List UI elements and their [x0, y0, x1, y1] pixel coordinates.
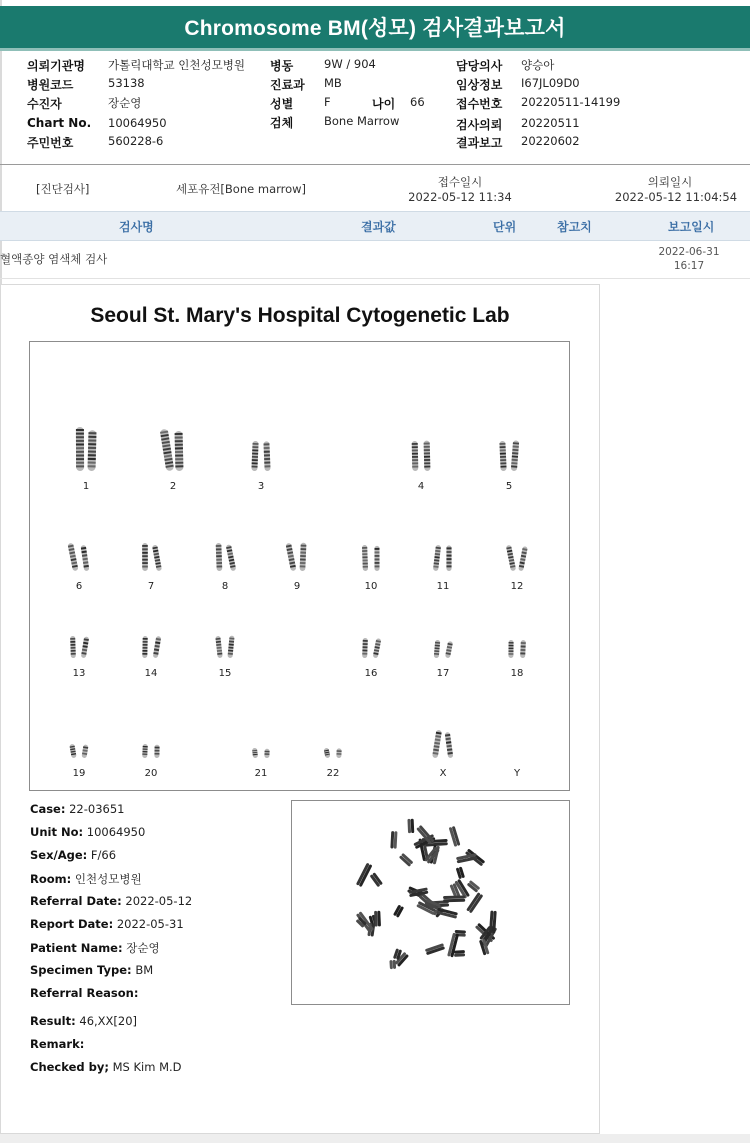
- result-field: [30, 1014, 137, 1028]
- chromosome-pair-14: [142, 636, 161, 658]
- requested-label: 의뢰일시: [647, 175, 693, 189]
- chromosome-label-13: 13: [72, 668, 86, 679]
- chromosome-label-19: 19: [72, 768, 86, 779]
- result-value: 46,XX[20]: [79, 1014, 138, 1028]
- value-attending-doctor: 양승아: [521, 58, 555, 72]
- room-label: Room:: [30, 872, 72, 886]
- chromosome-label-8: 8: [221, 581, 229, 592]
- value-sex: F: [324, 95, 331, 109]
- remark-field: [30, 1037, 84, 1051]
- chromosome-pair-15: [215, 635, 234, 658]
- chromosome-label-5: 5: [505, 481, 513, 492]
- chromosome-label-2: 2: [169, 481, 177, 492]
- col-report-date: 보고일시: [668, 220, 715, 234]
- value-requesting-institution: 가톨릭대학교 인천성모병원: [108, 58, 245, 72]
- chromosome-pair-20: [142, 744, 159, 758]
- report-title: Chromosome BM(성모) 검사결과보고서: [184, 17, 566, 40]
- row-test-name: 혈액종양 염색체 검사: [0, 252, 108, 266]
- case-label: Case:: [30, 802, 66, 816]
- value-clinical-info: I67JL09D0: [521, 76, 580, 90]
- chromosome-pair-9: [286, 543, 307, 572]
- header-divider: [0, 164, 750, 165]
- chromosome-label-17: 17: [436, 668, 450, 679]
- received-datetime: 2022-05-12 11:34: [408, 190, 512, 204]
- karyogram-chromosomes: [30, 342, 569, 790]
- chromosome-label-12: 12: [510, 581, 524, 592]
- karyogram-panel: [29, 341, 570, 791]
- chromosome-pair-5: [499, 440, 519, 471]
- chromosome-pair-21: [252, 748, 270, 759]
- unit-no-value: 10064950: [86, 825, 146, 839]
- chromosome-pair-1: [76, 427, 97, 471]
- room-value: 인천성모병원: [74, 872, 142, 886]
- sex-age-value: F/66: [90, 848, 117, 862]
- chromosome-label-15: 15: [218, 668, 232, 679]
- chromosome-label-11: 11: [436, 581, 450, 592]
- metaphase-chromosome: [425, 943, 445, 955]
- chromosome-pair-8: [216, 543, 237, 571]
- row-divider: [0, 278, 750, 279]
- case-field: [30, 802, 124, 816]
- metaphase-chromosome: [443, 896, 465, 903]
- metaphase-chromosome: [393, 904, 404, 917]
- row-report-time: 16:17: [673, 260, 705, 272]
- label-age: 나이: [372, 97, 396, 111]
- label-accession-no: 접수번호: [456, 97, 503, 111]
- checked-by-label: Checked by;: [30, 1060, 109, 1074]
- specimen-type-value: BM: [135, 963, 154, 977]
- chromosome-label-y: Y: [513, 768, 521, 779]
- chromosome-pair-10: [362, 545, 380, 571]
- chromosome-pair-16: [362, 638, 381, 658]
- specimen-type-field: [30, 963, 153, 977]
- checked-by-value: MS Kim M.D: [112, 1060, 182, 1074]
- value-accession-no: 20220511-14199: [521, 95, 621, 109]
- metaphase-chromosome: [389, 960, 396, 969]
- chromosome-label-3: 3: [257, 481, 265, 492]
- col-result: 결과값: [361, 220, 396, 234]
- chromosome-label-21: 21: [254, 768, 268, 779]
- chromosome-pair-12: [506, 545, 528, 572]
- chromosome-label-7: 7: [147, 581, 155, 592]
- label-result-report: 결과보고: [456, 136, 503, 150]
- value-hospital-code: 53138: [108, 76, 145, 90]
- label-department: 진료과: [270, 78, 305, 92]
- metaphase-chromosome: [436, 908, 458, 919]
- chromosome-label-18: 18: [510, 668, 524, 679]
- metaphase-chromosome: [399, 853, 414, 867]
- value-test-request: 20220511: [521, 116, 580, 130]
- metaphase-image: [291, 800, 570, 1005]
- label-chart-no: Chart No.: [27, 116, 92, 130]
- chromosome-label-6: 6: [75, 581, 83, 592]
- test-type: 세포유전[Bone marrow]: [176, 182, 307, 196]
- chromosome-pair-13: [70, 636, 89, 658]
- label-specimen: 검체: [270, 116, 294, 130]
- patient-name-value: 장순영: [126, 941, 160, 955]
- label-resident-no: 주민번호: [27, 136, 74, 150]
- chromosome-pair-2: [160, 429, 184, 472]
- value-age: 66: [410, 95, 425, 109]
- chromosome-label-16: 16: [364, 668, 378, 679]
- metaphase-chromosome: [454, 950, 465, 957]
- value-patient: 장순영: [108, 96, 142, 110]
- sex-age-label: Sex/Age:: [30, 848, 88, 862]
- chromosome-pair-x: [432, 730, 453, 759]
- chromosome-label-10: 10: [364, 581, 378, 592]
- chromosome-label-9: 9: [293, 581, 301, 592]
- chromosome-label-x: X: [439, 768, 447, 779]
- checked-by-field: [30, 1060, 182, 1074]
- report-date-field: [30, 917, 184, 931]
- chromosome-pair-11: [433, 545, 452, 571]
- referral-reason-label: Referral Reason:: [30, 986, 139, 1000]
- chromosome-pair-22: [324, 748, 342, 759]
- metaphase-chromosome: [370, 872, 383, 887]
- chromosome-label-20: 20: [144, 768, 158, 779]
- chromosome-pair-18: [508, 640, 526, 658]
- report-date-value: 2022-05-31: [116, 917, 184, 931]
- table-row: [0, 240, 750, 278]
- report-title-bar: [0, 6, 750, 51]
- chromosome-pair-17: [434, 640, 453, 659]
- metaphase-spread-image: [292, 801, 569, 1004]
- chromosome-label-4: 4: [417, 481, 425, 492]
- unit-no-label: Unit No:: [30, 825, 84, 839]
- chromosome-pair-6: [67, 543, 89, 572]
- remark-label: Remark:: [30, 1037, 85, 1051]
- value-result-report: 20220602: [521, 134, 580, 148]
- result-label: Result:: [30, 1014, 76, 1028]
- col-reference: 참고치: [557, 220, 592, 234]
- chromosome-pair-19: [69, 744, 88, 759]
- sex-age-field: [30, 848, 116, 862]
- metaphase-chromosome: [467, 880, 481, 893]
- value-department: MB: [324, 76, 342, 90]
- chromosome-pair-7: [142, 543, 162, 571]
- metaphase-chromosome: [449, 826, 461, 847]
- referral-reason-field: [30, 986, 138, 1000]
- report-date-label: Report Date:: [30, 917, 114, 931]
- chromosome-label-14: 14: [144, 668, 158, 679]
- metaphase-chromosome: [390, 831, 397, 849]
- label-patient: 수진자: [27, 97, 62, 111]
- page-bottom-strip: [0, 1134, 750, 1143]
- value-ward: 9W / 904: [324, 57, 376, 71]
- requested-datetime: 2022-05-12 11:04:54: [614, 190, 738, 204]
- col-unit: 단위: [493, 220, 517, 234]
- lab-title: Seoul St. Mary's Hospital Cytogenetic Lab: [90, 304, 510, 327]
- value-chart-no: 10064950: [108, 116, 167, 130]
- metaphase-chromosome: [456, 866, 465, 879]
- label-requesting-institution: 의뢰기관명: [27, 59, 85, 73]
- room-field: [30, 871, 142, 887]
- chromosome-label-1: 1: [82, 481, 90, 492]
- metaphase-chromosome: [374, 911, 381, 927]
- unit-no-field: [30, 825, 145, 839]
- referral-date-value: 2022-05-12: [125, 894, 193, 908]
- label-ward: 병동: [270, 59, 294, 73]
- col-test-name: 검사명: [119, 220, 154, 234]
- metaphase-chromosome: [356, 863, 373, 888]
- label-attending-doctor: 담당의사: [456, 59, 503, 73]
- chromosome-pair-4: [412, 441, 431, 472]
- metaphase-chromosome: [407, 819, 414, 834]
- specimen-type-label: Specimen Type:: [30, 963, 132, 977]
- test-category: [진단검사]: [36, 182, 90, 196]
- label-clinical-info: 임상정보: [456, 78, 503, 92]
- patient-name-field: [30, 940, 160, 956]
- row-report-date: 2022-06-31: [658, 246, 720, 258]
- chromosome-pair-3: [251, 441, 270, 471]
- label-test-request: 검사의뢰: [456, 118, 503, 132]
- value-specimen: Bone Marrow: [324, 114, 400, 128]
- referral-date-label: Referral Date:: [30, 894, 122, 908]
- value-resident-no: 560228-6: [108, 134, 164, 148]
- referral-date-field: [30, 894, 192, 908]
- received-label: 접수일시: [437, 175, 483, 189]
- patient-name-label: Patient Name:: [30, 941, 123, 955]
- chromosome-label-22: 22: [326, 768, 340, 779]
- label-hospital-code: 병원코드: [27, 78, 74, 92]
- label-sex: 성별: [270, 97, 294, 111]
- case-value: 22-03651: [69, 802, 125, 816]
